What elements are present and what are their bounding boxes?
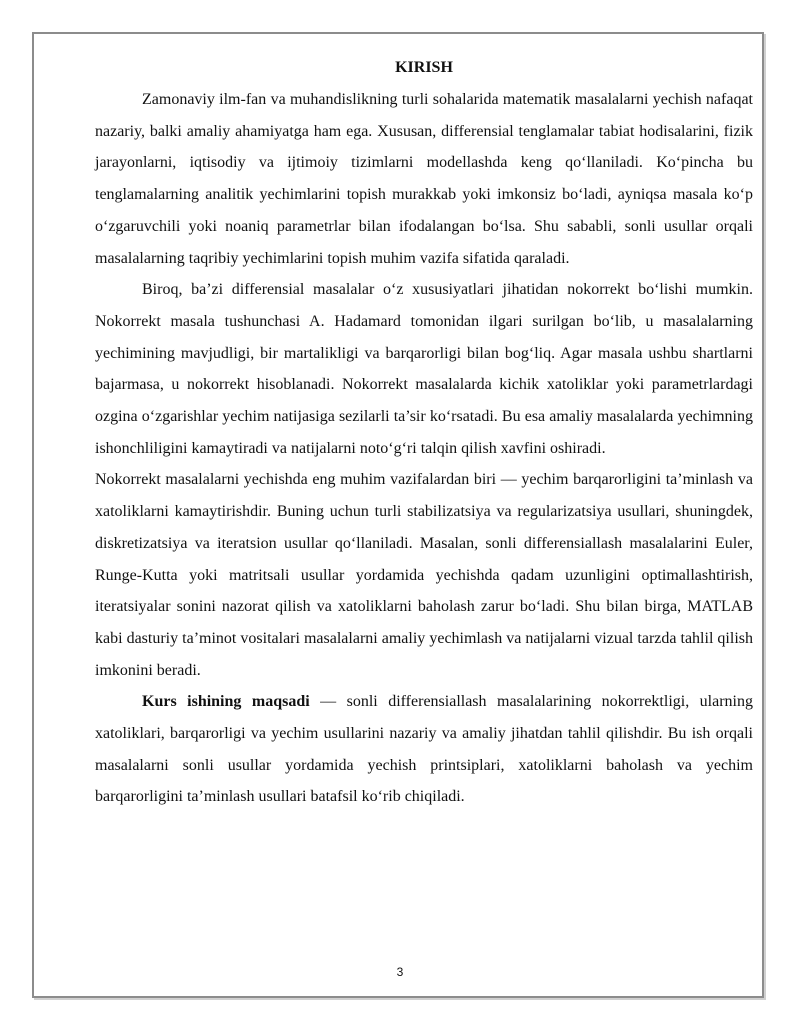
page-number: 3 (396, 965, 404, 979)
paragraph-ill-posed: Biroq, ba’zi differensial masalalar o‘z xususiyatlari jihatidan nokorrekt bo‘lishi mumkin. Nokorrekt masala tushunchasi A. Hadamard tomonidan ilgari surilgan bo‘lib, u masalalarning yechimining mavjudligi, bir martalikligi va barqarorligi bilan bog‘liq. Agar masala ushbu shartlarni bajarmasa, u nokorrekt hisoblanadi. Nokorrekt masalalarda kichik xatoliklar yoki parametrlardagi ozgina o‘zgarishlar yechim natijasiga sezilarli ta’sir ko‘rsatadi. Bu esa amaliy masalalarda yechimning ishonchliligini kamaytiradi va natijalarni noto‘g‘ri talqin qilish xavfini oshiradi. (95, 281, 753, 457)
paragraph-aim (95, 686, 753, 813)
document-body (95, 52, 753, 813)
aim-text: — sonli differensiallash masalalarining nokorrektligi, ularning xatoliklari, barqarorligi va yechim usullarini nazariy va amaliy jihatdan tahlil qilishdir. Bu ish orqali masalalarni sonli usullar yordamida yechish printsiplari, xatoliklarni baholash va yechim barqarorligini ta’minlash usullari batafsil ko‘rib chiqiladi. (95, 693, 753, 806)
section-title: KIRISH (395, 59, 453, 76)
paragraph-intro: Zamonaviy ilm-fan va muhandislikning turli sohalarida matematik masalalarni yechish nafaqat nazariy, balki amaliy ahamiyatga ham ega. Xususan, differensial tenglamalar tabiat hodisalarini, fizik jarayonlarni, iqtisodiy va ijtimoiy tizimlarni modellashda keng qo‘llaniladi. Ko‘pincha bu tenglamalarning analitik yechimlarini topish murakkab yoki imkonsiz bo‘ladi, ayniqsa masala ko‘p o‘zgaruvchili yoki noaniq parametrlar bilan ifodalangan bo‘lsa. Shu sababli, sonli usullar orqali masalalarning taqribiy yechimlarini topish muhim vazifa sifatida qaraladi. (95, 91, 753, 267)
paragraph-methods: Nokorrekt masalalarni yechishda eng muhim vazifalardan biri — yechim barqarorligini ta’minlash va xatoliklarni kamaytirishdir. Buning uchun turli stabilizatsiya va regularizatsiya usullari, shuningdek, diskretizatsiya va iteratsion usullar qo‘llaniladi. Masalan, sonli differensiallash masalalarini Euler, Runge-Kutta yoki matritsali usullar yordamida yechishda qadam uzunligini optimallashtirish, iteratsiyalar sonini nazorat qilish va xatoliklarni baholash zarur bo‘ladi. Shu bilan birga, MATLAB kabi dasturiy ta’minot vositalari masalalarni amaliy yechimlash va natijalarni vizual tarzda tahlil qilish imkonini beradi. (95, 471, 753, 679)
aim-label: Kurs ishining maqsadi (142, 693, 310, 711)
